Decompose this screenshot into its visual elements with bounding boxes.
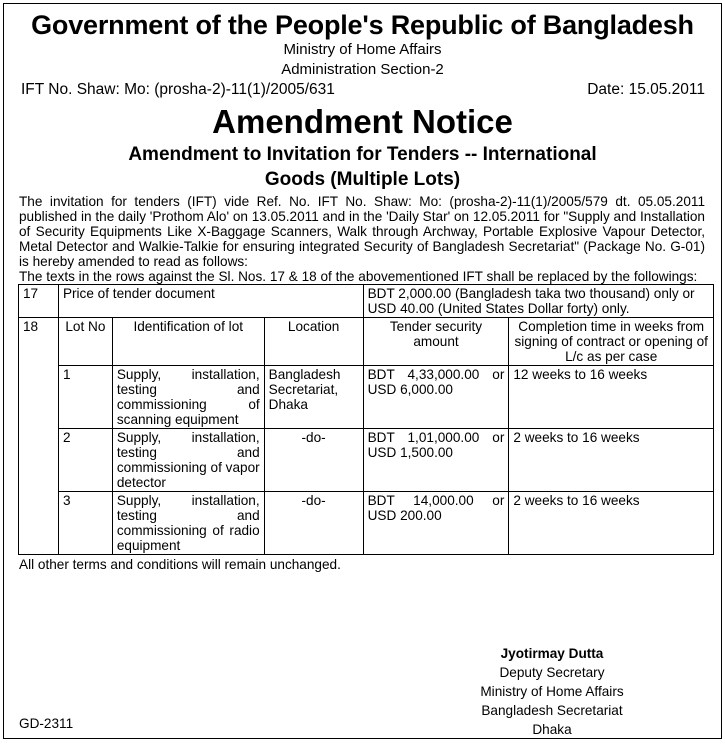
row17-label-cell: Price of tender document [58,285,363,318]
table-row [19,492,714,555]
table-row [19,429,714,492]
table-row [19,366,714,429]
identification-header: Identification of lot [112,318,264,366]
lot-location-cell: -do- [264,492,363,555]
lot-no-header: Lot No [58,318,112,366]
lot-number-cell: 3 [58,492,112,555]
notice-page [3,3,722,739]
lot-security-cell: BDT 4,33,000.00 or USD 6,000.00 [363,366,509,429]
amendment-paragraph: The invitation for tenders (IFT) vide Ref. No. IFT No. Shaw: Mo: (prosha-2)-11(1)/2005/579 dt. 05.05.2011 published in the daily 'Prothom Alo' on 13.05.2011 and in the 'Daily Star' on 12.05.2011 for "Supply and Installation of Security Equipments Like X-Baggage Scanners, Walk through Archway, Portable Explosive Vapour Detector, Metal Detector and Walkie-Talkie for ensuring integrated Security of Bangladesh Secretariat" (Package No. G-01) is hereby amended to read as follows: [19,194,705,269]
reference-row [4,81,721,99]
lot-security-cell: BDT 1,01,000.00 or USD 1,500.00 [363,429,509,492]
security-header: Tender security amount [363,318,509,366]
lot-completion-cell: 2 weeks to 16 weeks [509,429,714,492]
location-header: Location [264,318,363,366]
ift-number: IFT No. Shaw: Mo: (prosha-2)-11(1)/2005/631 [21,81,335,98]
signatory-ministry: Ministry of Home Affairs [480,684,624,699]
replacement-note: The texts in the rows against the Sl. Nos. 17 & 18 of the abovementioned IFT shall be replaced by the followings: [19,269,698,284]
lot-number-cell: 2 [58,429,112,492]
serial-number-cell: 18 [19,318,59,555]
lot-identification-cell: Supply, installation, testing and commissioning of radio equipment [112,492,264,555]
government-heading: Government of the People's Republic of Bangladesh [31,10,694,40]
signatory-office: Bangladesh Secretariat [481,703,623,718]
lot-completion-cell: 12 weeks to 16 weeks [509,366,714,429]
signatory-name: Jyotirmay Dutta [500,646,604,661]
lot-completion-cell: 2 weeks to 16 weeks [509,492,714,555]
lot-location-cell: Bangladesh Secretariat, Dhaka [264,366,363,429]
amendment-table [18,284,714,555]
table-row-18-header [19,318,714,366]
serial-number-cell: 17 [19,285,59,318]
signatory-city: Dhaka [532,722,572,737]
lot-security-cell: BDT 14,000.00 or USD 200.00 [363,492,509,555]
lot-number-cell: 1 [58,366,112,429]
notice-date: Date: 15.05.2011 [587,81,705,98]
section-name: Administration Section-2 [281,61,444,78]
signatory-title: Deputy Secretary [499,665,605,680]
notice-title: Amendment Notice [212,103,513,140]
notice-subtitle-line1: Amendment to Invitation for Tenders -- International [128,144,597,165]
closing-terms: All other terms and conditions will remain unchanged. [19,557,341,572]
lot-location-cell: -do- [264,429,363,492]
lot-identification-cell: Supply, installation, testing and commissioning of vapor detector [112,429,264,492]
ministry-name: Ministry of Home Affairs [283,41,442,58]
notice-subtitle-line2: Goods (Multiple Lots) [264,169,461,190]
table-row-17 [19,285,714,318]
lot-identification-cell: Supply, installation, testing and commissioning of scanning equipment [112,366,264,429]
signature-block [472,644,632,739]
gd-reference: GD-2311 [19,716,74,731]
row17-value-cell: BDT 2,000.00 (Bangladesh taka two thousand) only or USD 40.00 (United States Dollar forty) only. [363,285,713,318]
notice-body [4,194,721,284]
completion-header: Completion time in weeks from signing of contract or opening of L/c as per case [509,318,714,366]
